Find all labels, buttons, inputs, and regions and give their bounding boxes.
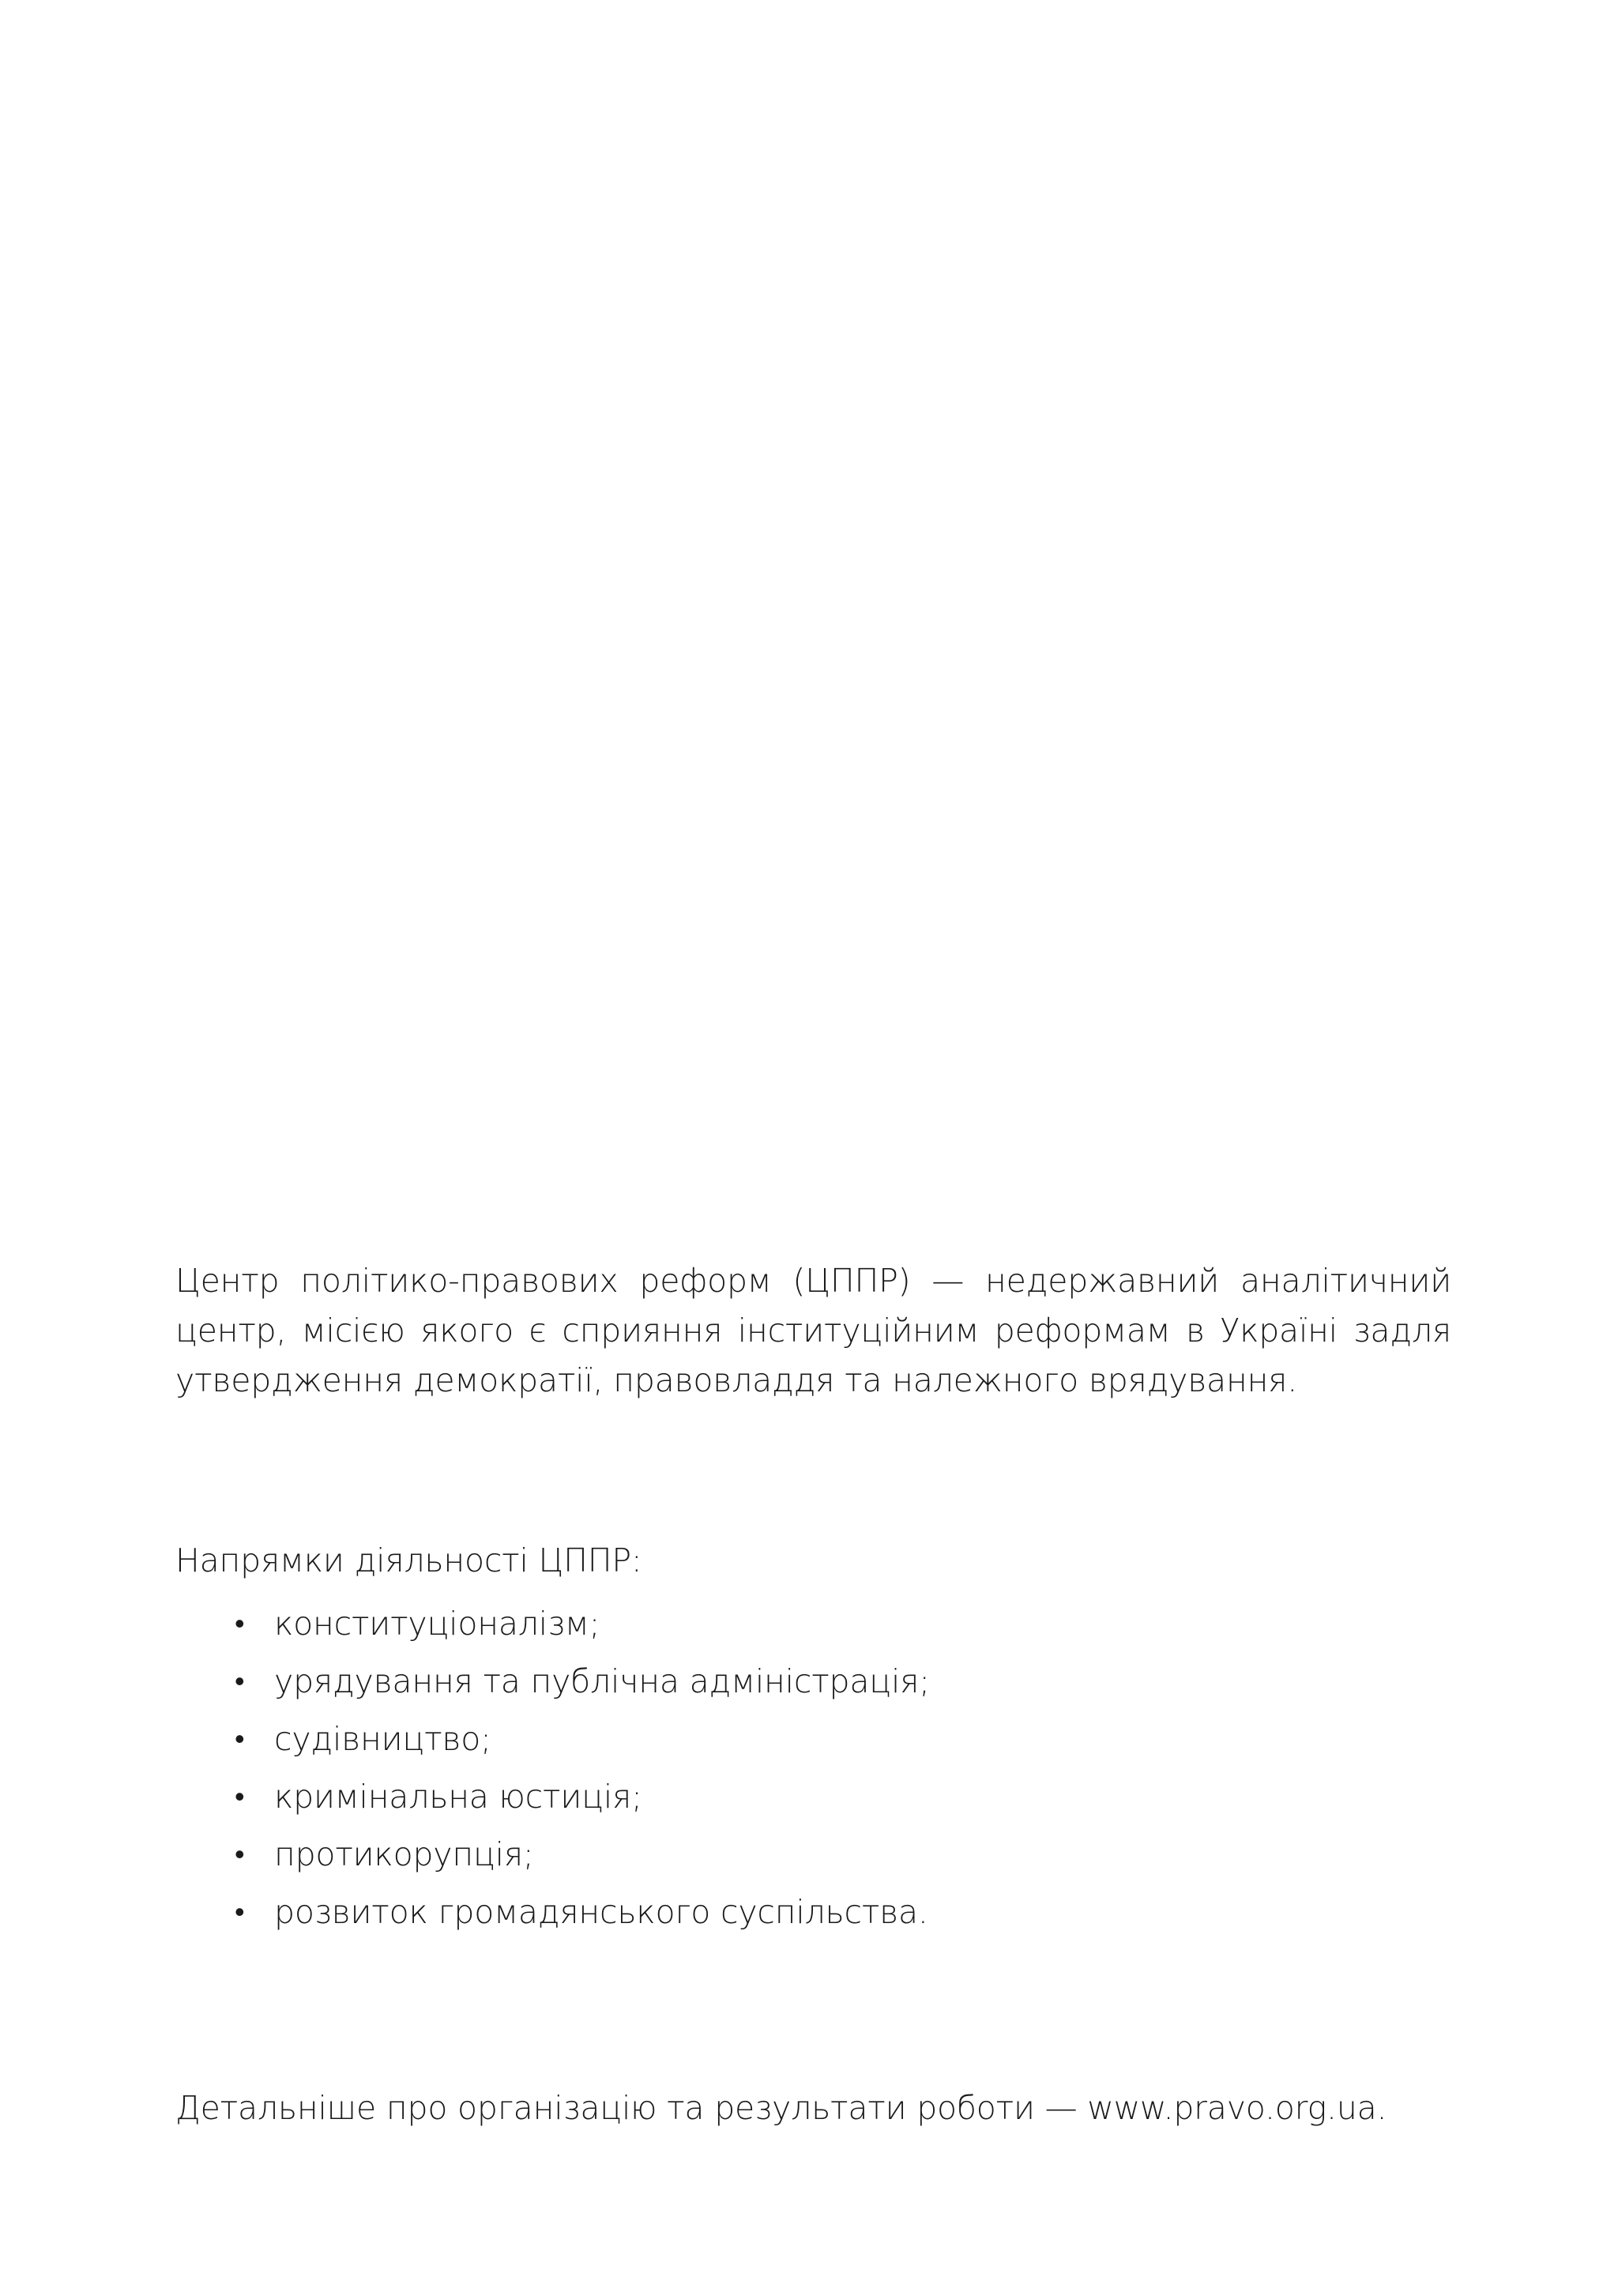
areas-heading: Напрямки діяльності ЦППР:	[175, 1541, 642, 1579]
bullet-icon: •	[235, 1666, 245, 1698]
page-content	[175, 1256, 1451, 2133]
bullet-icon: •	[235, 1839, 245, 1871]
bullet-icon: •	[235, 1723, 245, 1756]
bullet-icon: •	[235, 1781, 245, 1813]
list-item-text: урядування та публічна адміністрація;	[274, 1662, 930, 1700]
bullet-icon: •	[235, 1896, 245, 1929]
more-info-paragraph: Детальніше про організацію та результати роботи — www.pravo.org.ua.	[175, 2089, 1387, 2127]
list-item-text: розвиток громадянського суспільства.	[274, 1893, 928, 1931]
list-item	[175, 1768, 1451, 1826]
list-item-text: протикорупція;	[274, 1835, 534, 1873]
list-item-text: кримінальна юстиція;	[274, 1778, 642, 1816]
list-item	[175, 1826, 1451, 1884]
list-item	[175, 1711, 1451, 1768]
list-item	[175, 1653, 1451, 1711]
list-item-text: конституціоналізм;	[274, 1605, 600, 1643]
intro-paragraph: Центр політико-правових реформ (ЦППР) — недержавний аналітичний центр, місією якого є сприяння інституційним реформам в Україні задля утвердження демократії, правовладдя та належного врядування.	[175, 1262, 1451, 1399]
list-item-text: судівництво;	[274, 1720, 491, 1758]
list-item	[175, 1595, 1451, 1653]
areas-list	[175, 1595, 1451, 1941]
list-item	[175, 1884, 1451, 1941]
bullet-icon: •	[235, 1608, 245, 1640]
